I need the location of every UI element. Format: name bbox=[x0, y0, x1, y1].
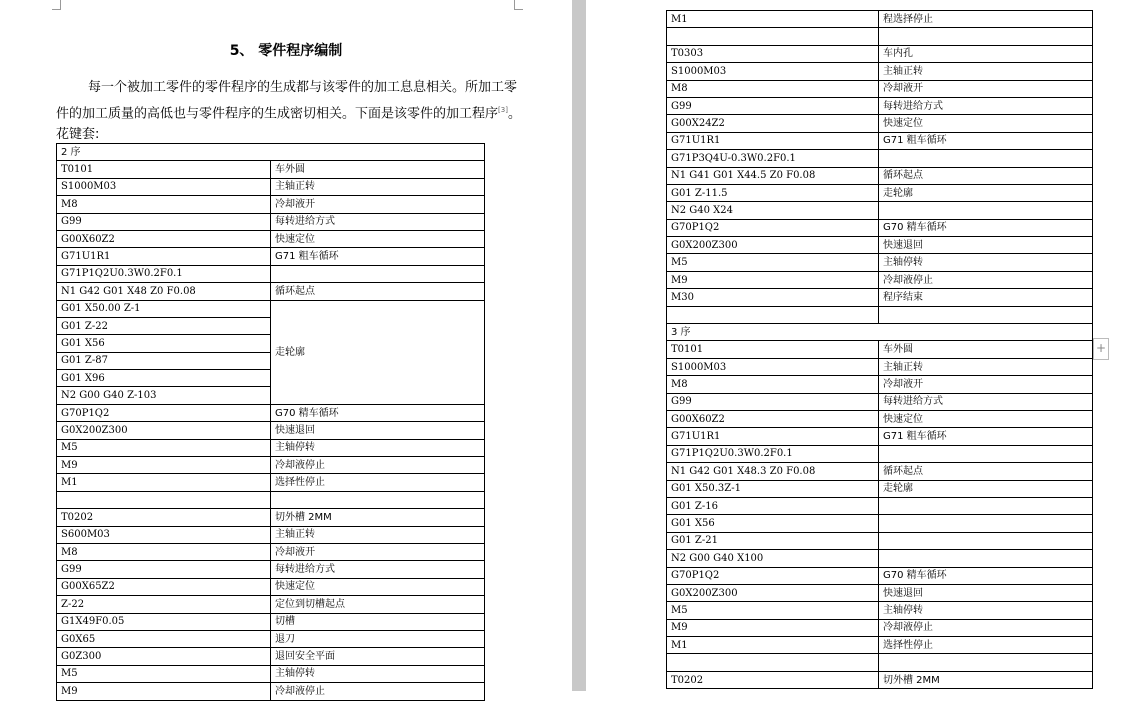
table-row bbox=[667, 28, 1093, 45]
code-cell: G00X24Z2 bbox=[667, 115, 879, 132]
note-cell: G71 粗车循环 bbox=[271, 248, 485, 265]
paragraph-text: 每一个被加工零件的零件程序的生成都与该零件的加工息息相关。所加工零件的加工质量的高低也与零件程序的生成密切相关。下面是该零件的加工程序 bbox=[56, 80, 518, 122]
table-row bbox=[57, 683, 485, 700]
note-cell: 冷却液开 bbox=[271, 543, 485, 560]
code-cell: N2 G40 X24 bbox=[667, 202, 879, 219]
code-cell: N1 G42 G01 X48 Z0 F0.08 bbox=[57, 283, 271, 300]
table-row bbox=[667, 97, 1093, 114]
code-cell: M8 bbox=[667, 376, 879, 393]
code-cell: S1000M03 bbox=[57, 178, 271, 195]
note-cell: 循环起点 bbox=[879, 463, 1093, 480]
note-cell bbox=[879, 202, 1093, 219]
code-cell: T0101 bbox=[57, 161, 271, 178]
code-cell: M5 bbox=[667, 602, 879, 619]
note-cell: 主轴停转 bbox=[271, 665, 485, 682]
table-row bbox=[667, 80, 1093, 97]
code-cell: M1 bbox=[667, 11, 879, 28]
note-cell: 主轴正转 bbox=[271, 526, 485, 543]
code-cell: G00X60Z2 bbox=[667, 410, 879, 427]
note-cell: 每转进给方式 bbox=[879, 393, 1093, 410]
note-cell: 程选择停止 bbox=[879, 11, 1093, 28]
table-row bbox=[57, 439, 485, 456]
code-cell: M1 bbox=[667, 637, 879, 654]
table-row bbox=[667, 358, 1093, 375]
table-row bbox=[57, 283, 485, 300]
note-cell: 选择性停止 bbox=[271, 474, 485, 491]
note-cell: 定位到切槽起点 bbox=[271, 596, 485, 613]
table-row bbox=[57, 422, 485, 439]
note-cell: 车外圆 bbox=[271, 161, 485, 178]
note-cell bbox=[879, 550, 1093, 567]
note-cell: 每转进给方式 bbox=[271, 213, 485, 230]
code-cell: G99 bbox=[667, 97, 879, 114]
code-cell: M8 bbox=[57, 196, 271, 213]
table-row bbox=[57, 300, 485, 317]
table-row bbox=[667, 532, 1093, 549]
table-row bbox=[667, 567, 1093, 584]
code-cell: G01 X56 bbox=[667, 515, 879, 532]
table-row bbox=[57, 457, 485, 474]
table-row bbox=[667, 306, 1093, 323]
table-row bbox=[57, 648, 485, 665]
part-subheading: 花键套: bbox=[56, 127, 100, 142]
code-cell: M9 bbox=[667, 619, 879, 636]
note-cell: 快速定位 bbox=[879, 115, 1093, 132]
table-row bbox=[57, 265, 485, 282]
program-table-right bbox=[666, 10, 1093, 689]
code-cell bbox=[57, 491, 271, 508]
note-cell bbox=[879, 306, 1093, 323]
code-cell: G00X65Z2 bbox=[57, 578, 271, 595]
table-row bbox=[667, 115, 1093, 132]
code-cell: M5 bbox=[667, 254, 879, 271]
code-cell: G71P3Q4U-0.3W0.2F0.1 bbox=[667, 150, 879, 167]
note-cell: 主轴停转 bbox=[271, 439, 485, 456]
table-row bbox=[57, 196, 485, 213]
code-cell bbox=[667, 306, 879, 323]
note-cell bbox=[879, 445, 1093, 462]
code-cell: M9 bbox=[57, 683, 271, 700]
table-row bbox=[667, 428, 1093, 445]
code-cell: M1 bbox=[57, 474, 271, 491]
note-cell: 冷却液开 bbox=[271, 196, 485, 213]
code-cell: M9 bbox=[57, 457, 271, 474]
note-cell: 快速退回 bbox=[879, 237, 1093, 254]
code-cell bbox=[667, 28, 879, 45]
table-row bbox=[57, 665, 485, 682]
margin-corner-mark bbox=[52, 0, 61, 10]
note-cell: 循环起点 bbox=[879, 167, 1093, 184]
code-cell: M30 bbox=[667, 289, 879, 306]
code-cell: M8 bbox=[667, 80, 879, 97]
intro-paragraph bbox=[56, 76, 526, 125]
table-row bbox=[667, 254, 1093, 271]
code-cell: G71P1Q2U0.3W0.2F0.1 bbox=[667, 445, 879, 462]
note-cell: 走轮廓 bbox=[271, 300, 485, 404]
table-row bbox=[667, 654, 1093, 671]
table-row bbox=[57, 613, 485, 630]
table-row bbox=[57, 543, 485, 560]
table-row bbox=[57, 509, 485, 526]
table-row bbox=[667, 202, 1093, 219]
code-cell: N1 G41 G01 X44.5 Z0 F0.08 bbox=[667, 167, 879, 184]
note-cell bbox=[271, 265, 485, 282]
table-row bbox=[667, 515, 1093, 532]
note-cell: 切外槽 2MM bbox=[271, 509, 485, 526]
table-row bbox=[667, 271, 1093, 288]
code-cell: T0303 bbox=[667, 45, 879, 62]
note-cell: 冷却液开 bbox=[879, 376, 1093, 393]
table-row bbox=[57, 561, 485, 578]
note-cell: 主轴正转 bbox=[271, 178, 485, 195]
table-row bbox=[667, 602, 1093, 619]
note-cell: G70 精车循环 bbox=[271, 404, 485, 421]
code-cell: G71U1R1 bbox=[667, 428, 879, 445]
note-cell: 冷却液开 bbox=[879, 80, 1093, 97]
note-cell: 切外槽 2MM bbox=[879, 671, 1093, 688]
table-row bbox=[57, 526, 485, 543]
code-cell: G99 bbox=[57, 213, 271, 230]
note-cell bbox=[271, 491, 485, 508]
table-row bbox=[57, 474, 485, 491]
right-page bbox=[586, 0, 1134, 691]
code-cell: T0202 bbox=[57, 509, 271, 526]
note-cell: 每转进给方式 bbox=[879, 97, 1093, 114]
note-cell: G71 粗车循环 bbox=[879, 132, 1093, 149]
note-cell: 选择性停止 bbox=[879, 637, 1093, 654]
note-cell: G71 粗车循环 bbox=[879, 428, 1093, 445]
margin-corner-mark bbox=[514, 0, 523, 10]
code-cell: G71P1Q2U0.3W0.2F0.1 bbox=[57, 265, 271, 282]
code-cell: G01 Z-87 bbox=[57, 352, 271, 369]
code-cell: G70P1Q2 bbox=[57, 404, 271, 421]
code-cell: G01 Z-16 bbox=[667, 497, 879, 514]
table-row bbox=[57, 248, 485, 265]
table-row bbox=[57, 630, 485, 647]
note-cell bbox=[879, 28, 1093, 45]
note-cell: 切槽 bbox=[271, 613, 485, 630]
note-cell bbox=[879, 150, 1093, 167]
code-cell bbox=[667, 654, 879, 671]
code-cell: G0X200Z300 bbox=[667, 237, 879, 254]
program-table-left bbox=[56, 143, 485, 701]
code-cell: Z-22 bbox=[57, 596, 271, 613]
note-cell bbox=[879, 532, 1093, 549]
note-cell: 车外圆 bbox=[879, 341, 1093, 358]
note-cell: 快速退回 bbox=[879, 584, 1093, 601]
code-cell: G01 X96 bbox=[57, 370, 271, 387]
section-header-cell: 3 序 bbox=[667, 324, 1093, 341]
note-cell: 程序结束 bbox=[879, 289, 1093, 306]
table-row bbox=[57, 596, 485, 613]
code-cell: N1 G42 G01 X48.3 Z0 F0.08 bbox=[667, 463, 879, 480]
table-row bbox=[57, 161, 485, 178]
note-cell: 快速退回 bbox=[271, 422, 485, 439]
code-cell: G01 X50.3Z-1 bbox=[667, 480, 879, 497]
note-cell: 冷却液停止 bbox=[271, 683, 485, 700]
table-row bbox=[667, 150, 1093, 167]
code-cell: G71U1R1 bbox=[57, 248, 271, 265]
note-cell: 主轴正转 bbox=[879, 63, 1093, 80]
section-header-row bbox=[57, 144, 485, 161]
table-row bbox=[667, 550, 1093, 567]
note-cell: 快速定位 bbox=[271, 230, 485, 247]
code-cell: G00X60Z2 bbox=[57, 230, 271, 247]
code-cell: G01 X50.00 Z-1 bbox=[57, 300, 271, 317]
table-row bbox=[667, 63, 1093, 80]
table-row bbox=[667, 619, 1093, 636]
code-cell: G01 X56 bbox=[57, 335, 271, 352]
code-cell: G1X49F0.05 bbox=[57, 613, 271, 630]
table-row bbox=[667, 637, 1093, 654]
table-row bbox=[667, 45, 1093, 62]
code-cell: G0X200Z300 bbox=[57, 422, 271, 439]
note-cell: 主轴停转 bbox=[879, 254, 1093, 271]
note-cell: 退回安全平面 bbox=[271, 648, 485, 665]
note-cell: 循环起点 bbox=[271, 283, 485, 300]
table-row bbox=[667, 445, 1093, 462]
code-cell: G0X65 bbox=[57, 630, 271, 647]
table-row bbox=[667, 480, 1093, 497]
note-cell: 快速定位 bbox=[879, 410, 1093, 427]
note-cell: G70 精车循环 bbox=[879, 219, 1093, 236]
table-row bbox=[57, 491, 485, 508]
table-row bbox=[667, 393, 1093, 410]
table-row bbox=[667, 11, 1093, 28]
note-cell: 冷却液停止 bbox=[271, 457, 485, 474]
note-cell: 快速定位 bbox=[271, 578, 485, 595]
table-row bbox=[667, 341, 1093, 358]
code-cell: G71U1R1 bbox=[667, 132, 879, 149]
note-cell: 主轴正转 bbox=[879, 358, 1093, 375]
note-cell bbox=[879, 515, 1093, 532]
code-cell: G70P1Q2 bbox=[667, 219, 879, 236]
page-gutter bbox=[572, 0, 586, 691]
code-cell: G0X200Z300 bbox=[667, 584, 879, 601]
code-cell: G99 bbox=[57, 561, 271, 578]
table-row bbox=[667, 584, 1093, 601]
code-cell: G70P1Q2 bbox=[667, 567, 879, 584]
table-row bbox=[667, 463, 1093, 480]
citation-marker[interactable]: [3] bbox=[498, 106, 508, 114]
code-cell: M8 bbox=[57, 543, 271, 560]
table-row bbox=[57, 178, 485, 195]
code-cell: M9 bbox=[667, 271, 879, 288]
note-cell: 车内孔 bbox=[879, 45, 1093, 62]
code-cell: M5 bbox=[57, 439, 271, 456]
note-cell: G70 精车循环 bbox=[879, 567, 1093, 584]
code-cell: S1000M03 bbox=[667, 358, 879, 375]
code-cell: G01 Z-22 bbox=[57, 317, 271, 334]
table-row bbox=[667, 289, 1093, 306]
code-cell: G01 Z-11.5 bbox=[667, 184, 879, 201]
table-row bbox=[57, 404, 485, 421]
code-cell: G99 bbox=[667, 393, 879, 410]
note-cell: 冷却液停止 bbox=[879, 619, 1093, 636]
table-row bbox=[57, 578, 485, 595]
note-cell bbox=[879, 654, 1093, 671]
note-cell: 走轮廓 bbox=[879, 184, 1093, 201]
note-cell: 走轮廓 bbox=[879, 480, 1093, 497]
note-cell bbox=[879, 497, 1093, 514]
code-cell: S600M03 bbox=[57, 526, 271, 543]
table-row bbox=[667, 671, 1093, 688]
code-cell: M5 bbox=[57, 665, 271, 682]
table-row bbox=[667, 497, 1093, 514]
table-row bbox=[667, 410, 1093, 427]
section-header-cell: 2 序 bbox=[57, 144, 485, 161]
table-row bbox=[667, 167, 1093, 184]
note-cell: 退刀 bbox=[271, 630, 485, 647]
add-comment-button[interactable]: + bbox=[1093, 338, 1109, 360]
table-row bbox=[667, 237, 1093, 254]
code-cell: G0Z300 bbox=[57, 648, 271, 665]
note-cell: 每转进给方式 bbox=[271, 561, 485, 578]
table-row bbox=[667, 132, 1093, 149]
table-row bbox=[667, 184, 1093, 201]
paragraph-end: 。 bbox=[507, 106, 521, 122]
code-cell: N2 G00 G40 X100 bbox=[667, 550, 879, 567]
code-cell: N2 G00 G40 Z-103 bbox=[57, 387, 271, 404]
note-cell: 主轴停转 bbox=[879, 602, 1093, 619]
code-cell: S1000M03 bbox=[667, 63, 879, 80]
table-row bbox=[57, 213, 485, 230]
table-row bbox=[667, 219, 1093, 236]
code-cell: T0202 bbox=[667, 671, 879, 688]
code-cell: G01 Z-21 bbox=[667, 532, 879, 549]
table-row bbox=[57, 230, 485, 247]
code-cell: T0101 bbox=[667, 341, 879, 358]
note-cell: 冷却液停止 bbox=[879, 271, 1093, 288]
table-row bbox=[667, 376, 1093, 393]
section-title: 5、 零件程序编制 bbox=[229, 43, 343, 59]
section-header-row bbox=[667, 324, 1093, 341]
